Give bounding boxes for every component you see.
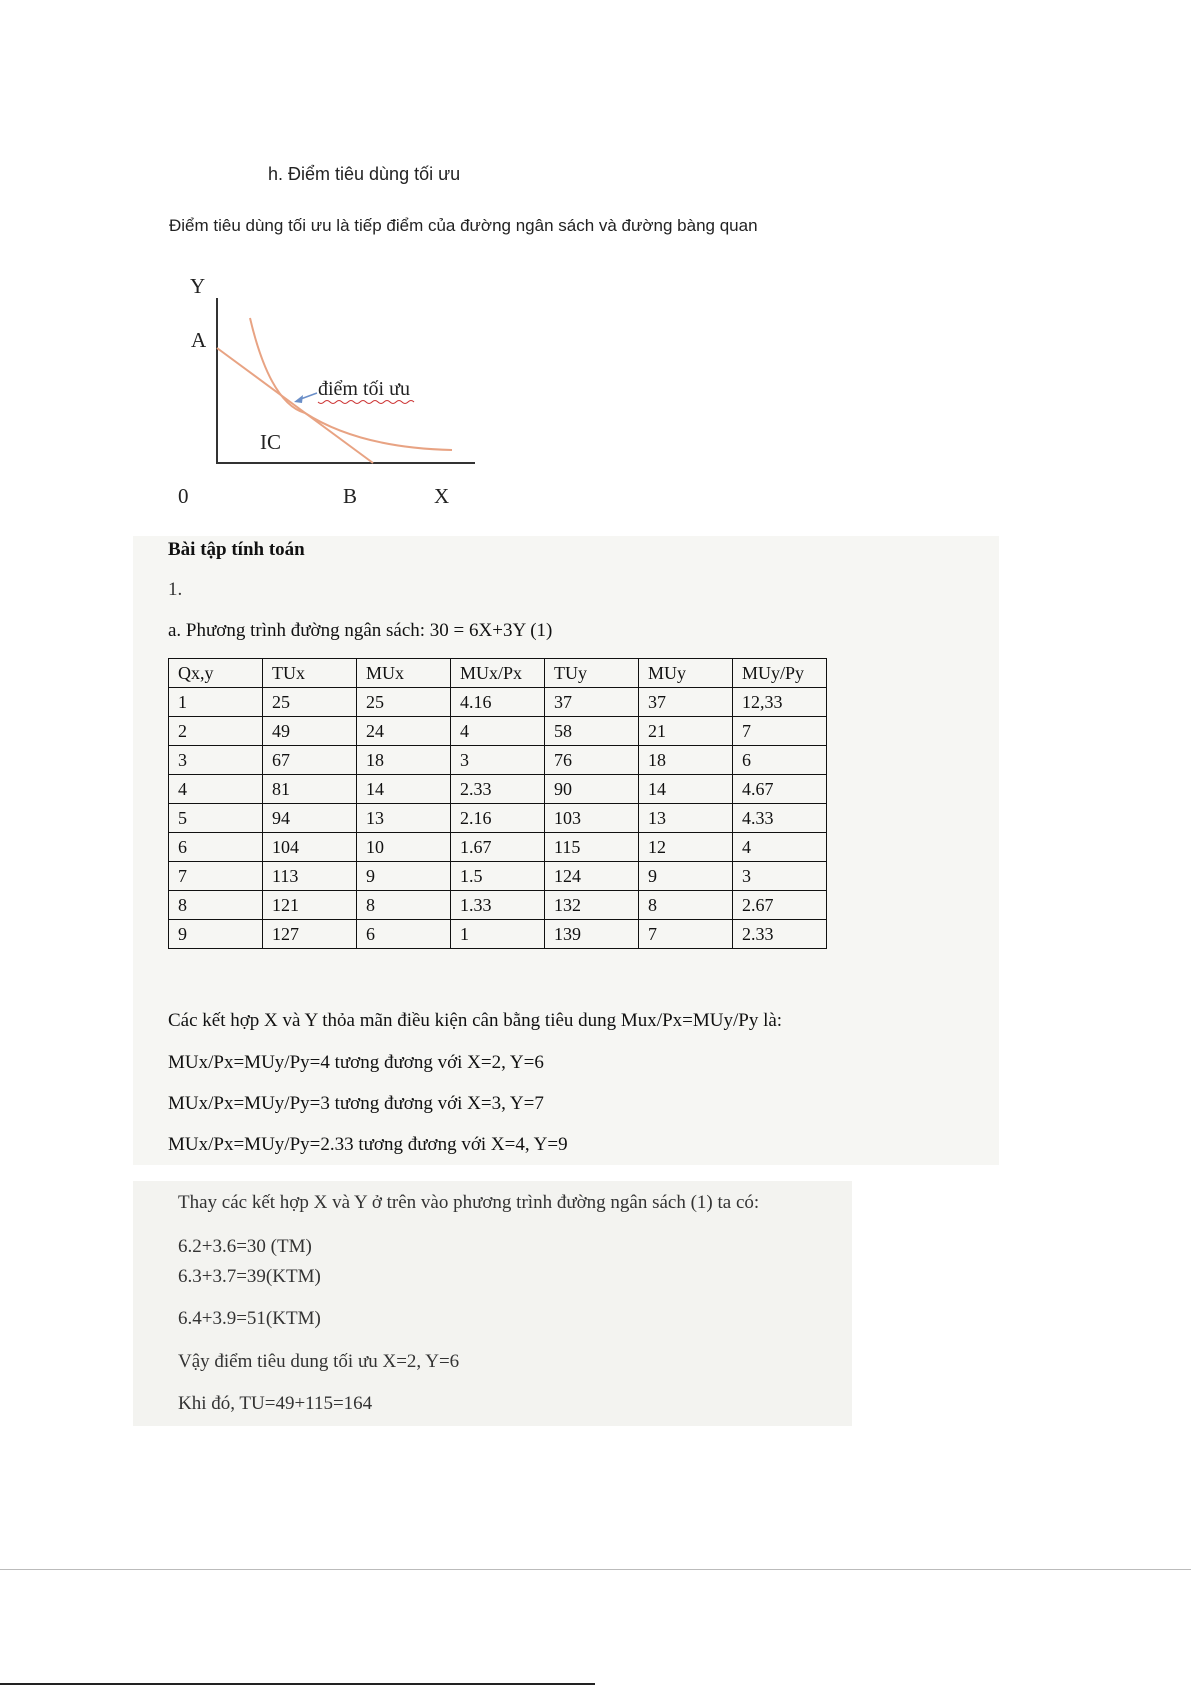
table-cell: 3 — [169, 746, 263, 775]
total-utility-text: Khi đó, TU=49+115=164 — [178, 1393, 373, 1414]
table-cell: 127 — [263, 920, 357, 949]
table-cell: 7 — [639, 920, 733, 949]
table-cell: 24 — [357, 717, 451, 746]
exercise-title: Bài tập tính toán — [168, 539, 305, 560]
table-cell: 124 — [545, 862, 639, 891]
table-row — [169, 862, 827, 891]
substitution-line: 6.2+3.6=30 (TM) — [178, 1236, 312, 1257]
table-cell: 4 — [733, 833, 827, 862]
table-cell: 6 — [169, 833, 263, 862]
table-cell: 4.16 — [451, 688, 545, 717]
table-cell: 25 — [357, 688, 451, 717]
table-cell: 3 — [733, 862, 827, 891]
table-cell: 103 — [545, 804, 639, 833]
table-cell: 37 — [545, 688, 639, 717]
table-cell: 12,33 — [733, 688, 827, 717]
table-header-row — [169, 659, 827, 688]
table-cell: 8 — [169, 891, 263, 920]
combo-line: MUx/Px=MUy/Py=3 tương đương với X=3, Y=7 — [168, 1093, 544, 1114]
table-cell: 3 — [451, 746, 545, 775]
exercise-number: 1. — [168, 579, 183, 600]
table-cell: 4 — [451, 717, 545, 746]
table-cell: 121 — [263, 891, 357, 920]
table-row — [169, 891, 827, 920]
table-cell: 8 — [357, 891, 451, 920]
table-cell: 12 — [639, 833, 733, 862]
y-axis-label: Y — [190, 274, 206, 298]
table-cell: 13 — [357, 804, 451, 833]
table-cell: 1.67 — [451, 833, 545, 862]
table-header: MUx — [357, 659, 451, 688]
budget-line-equation: a. Phương trình đường ngân sách: 30 = 6X+3Y (1) — [168, 620, 553, 641]
table-cell: 67 — [263, 746, 357, 775]
section-heading: h. Điểm tiêu dùng tối ưu — [268, 164, 461, 184]
table-cell: 1 — [451, 920, 545, 949]
table-header: Qx,y — [169, 659, 263, 688]
table-header: MUy — [639, 659, 733, 688]
budget-line — [217, 348, 373, 463]
substitution-line: 6.4+3.9=51(KTM) — [178, 1308, 321, 1329]
table-header: TUx — [263, 659, 357, 688]
table-cell: 9 — [169, 920, 263, 949]
table-cell: 76 — [545, 746, 639, 775]
table-cell: 2.16 — [451, 804, 545, 833]
arrow-head — [294, 395, 303, 403]
table-cell: 9 — [357, 862, 451, 891]
table-cell: 5 — [169, 804, 263, 833]
page-divider — [0, 1569, 1191, 1570]
ic-label: IC — [260, 430, 281, 454]
table-cell: 21 — [639, 717, 733, 746]
table-row — [169, 804, 827, 833]
table-cell: 49 — [263, 717, 357, 746]
combo-line: MUx/Px=MUy/Py=2.33 tương đương với X=4, Y=9 — [168, 1134, 568, 1155]
table-cell: 81 — [263, 775, 357, 804]
table-cell: 6 — [733, 746, 827, 775]
table-cell: 6 — [357, 920, 451, 949]
table-cell: 10 — [357, 833, 451, 862]
substitution-intro: Thay các kết hợp X và Y ở trên vào phương trình đường ngân sách (1) ta có: — [178, 1192, 760, 1213]
table-row — [169, 688, 827, 717]
table-cell: 25 — [263, 688, 357, 717]
table-cell: 132 — [545, 891, 639, 920]
table-cell: 13 — [639, 804, 733, 833]
table-cell: 94 — [263, 804, 357, 833]
table-cell: 7 — [169, 862, 263, 891]
table-row — [169, 746, 827, 775]
table-cell: 113 — [263, 862, 357, 891]
table-row — [169, 717, 827, 746]
table-cell: 58 — [545, 717, 639, 746]
table-cell: 18 — [639, 746, 733, 775]
origin-label: 0 — [178, 484, 189, 508]
table-cell: 2 — [169, 717, 263, 746]
substitution-line: 6.3+3.7=39(KTM) — [178, 1266, 321, 1287]
table-cell: 4 — [169, 775, 263, 804]
substitution-panel — [133, 1181, 852, 1426]
x-axis-label: X — [434, 484, 450, 508]
table-header: MUy/Py — [733, 659, 827, 688]
table-row — [169, 775, 827, 804]
table-cell: 37 — [639, 688, 733, 717]
optimal-consumption-graph — [170, 268, 490, 513]
point-a-label: A — [191, 328, 207, 352]
table-cell: 14 — [357, 775, 451, 804]
table-cell: 2.33 — [733, 920, 827, 949]
table-cell: 1 — [169, 688, 263, 717]
table-cell: 90 — [545, 775, 639, 804]
equilibrium-condition: Các kết hợp X và Y thỏa mãn điều kiện cân bằng tiêu dung Mux/Px=MUy/Py là: — [168, 1010, 783, 1031]
conclusion-text: Vậy điểm tiêu dung tối ưu X=2, Y=6 — [178, 1351, 460, 1372]
table-cell: 115 — [545, 833, 639, 862]
table-cell: 1.5 — [451, 862, 545, 891]
table-cell: 14 — [639, 775, 733, 804]
table-cell: 1.33 — [451, 891, 545, 920]
utility-table — [168, 658, 827, 949]
table-cell: 4.67 — [733, 775, 827, 804]
table-cell: 18 — [357, 746, 451, 775]
table-cell: 8 — [639, 891, 733, 920]
point-b-label: B — [343, 484, 358, 508]
intro-text: Điểm tiêu dùng tối ưu là tiếp điểm của đường ngân sách và đường bàng quan — [169, 216, 758, 235]
table-cell: 7 — [733, 717, 827, 746]
optimal-point-annotation: điểm tối ưu — [318, 378, 410, 400]
combo-line: MUx/Px=MUy/Py=4 tương đương với X=2, Y=6 — [168, 1052, 544, 1073]
table-cell: 9 — [639, 862, 733, 891]
table-header: MUx/Px — [451, 659, 545, 688]
table-header: TUy — [545, 659, 639, 688]
table-row — [169, 833, 827, 862]
table-row — [169, 920, 827, 949]
table-cell: 2.67 — [733, 891, 827, 920]
table-cell: 2.33 — [451, 775, 545, 804]
table-cell: 104 — [263, 833, 357, 862]
table-cell: 139 — [545, 920, 639, 949]
table-cell: 4.33 — [733, 804, 827, 833]
